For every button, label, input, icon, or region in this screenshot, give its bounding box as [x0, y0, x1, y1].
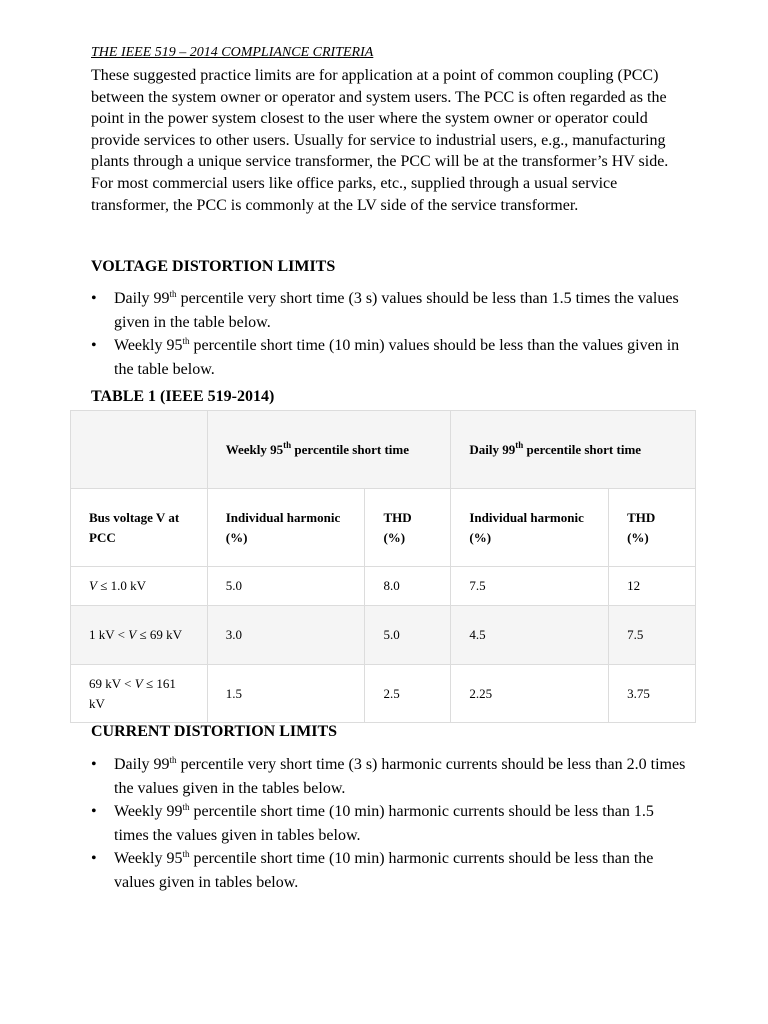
bullet-icon: • — [91, 756, 97, 773]
list-item: • Weekly 95th percentile short time (10 min) harmonic currents should be less than the values given in tables below. — [91, 849, 654, 891]
bus-voltage-cell: V ≤ 1.0 kV — [71, 567, 208, 606]
table-cell: 8.0 — [365, 567, 451, 606]
table-row — [71, 665, 696, 723]
table-row — [71, 606, 696, 665]
weekly-individual-header: Individual harmonic (%) — [207, 489, 365, 567]
daily-individual-header: Individual harmonic (%) — [451, 489, 609, 567]
table-cell: 3.0 — [207, 606, 365, 665]
table-cell: 2.5 — [365, 665, 451, 723]
bullet-icon: • — [91, 850, 97, 867]
voltage-bullet-list — [91, 287, 691, 381]
table-cell: 5.0 — [207, 567, 365, 606]
table-cell: 5.0 — [365, 606, 451, 665]
bus-voltage-cell: 1 kV < V ≤ 69 kV — [71, 606, 208, 665]
list-item: • Daily 99th percentile very short time (3 s) values should be less than 1.5 times the values given in the table below. — [91, 289, 679, 331]
table-cell: 12 — [609, 567, 696, 606]
bullet-icon: • — [91, 290, 97, 307]
table-cell: 1.5 — [207, 665, 365, 723]
voltage-heading: VOLTAGE DISTORTION LIMITS — [91, 258, 336, 275]
table-row — [71, 567, 696, 606]
bus-voltage-header: Bus voltage V at PCC — [71, 489, 208, 567]
current-heading: CURRENT DISTORTION LIMITS — [91, 723, 338, 740]
daily-thd-header: THD (%) — [609, 489, 696, 567]
document-title: THE IEEE 519 – 2014 COMPLIANCE CRITERIA — [91, 45, 374, 60]
voltage-limits-table — [70, 410, 696, 723]
table-cell: 7.5 — [451, 567, 609, 606]
bullet-icon: • — [91, 803, 97, 820]
weekly-95-group-header: Weekly 95th percentile short time — [207, 411, 451, 489]
intro-paragraph: These suggested practice limits are for application at a point of common coupling (PCC) between the system owner or operator and system users. The PCC is often regarded as the point in the power system closest to the user where the system owner or operator could provide services to other users. Usually for service to industrial users, e.g., manufacturing plants through a unique service transformer, the PCC will be at the transformer’s HV side. For most commercial users like office parks, etc., supplied through a usual service transformer, the PCC is commonly at the LV side of the service transformer. — [91, 67, 669, 214]
table-caption: TABLE 1 (IEEE 519-2014) — [91, 388, 275, 405]
table-header-row — [71, 489, 696, 567]
list-item: • Daily 99th percentile very short time (3 s) harmonic currents should be less than 2.0 times the values given in the tables below. — [91, 755, 686, 797]
weekly-thd-header: THD (%) — [365, 489, 451, 567]
table-cell: 2.25 — [451, 665, 609, 723]
table-cell: 4.5 — [451, 606, 609, 665]
daily-99-group-header: Daily 99th percentile short time — [451, 411, 696, 489]
list-item: • Weekly 99th percentile short time (10 min) harmonic currents should be less than 1.5 times the values given in tables below. — [91, 802, 654, 844]
table-header-row — [71, 411, 696, 489]
table-cell: 7.5 — [609, 606, 696, 665]
bus-voltage-cell: 69 kV < V ≤ 161 kV — [71, 665, 208, 723]
table-cell: 3.75 — [609, 665, 696, 723]
bullet-icon: • — [91, 337, 97, 354]
table-cell-empty — [71, 411, 208, 489]
current-bullet-list — [91, 753, 691, 894]
list-item: • Weekly 95th percentile short time (10 min) values should be less than the values given in the table below. — [91, 336, 680, 378]
